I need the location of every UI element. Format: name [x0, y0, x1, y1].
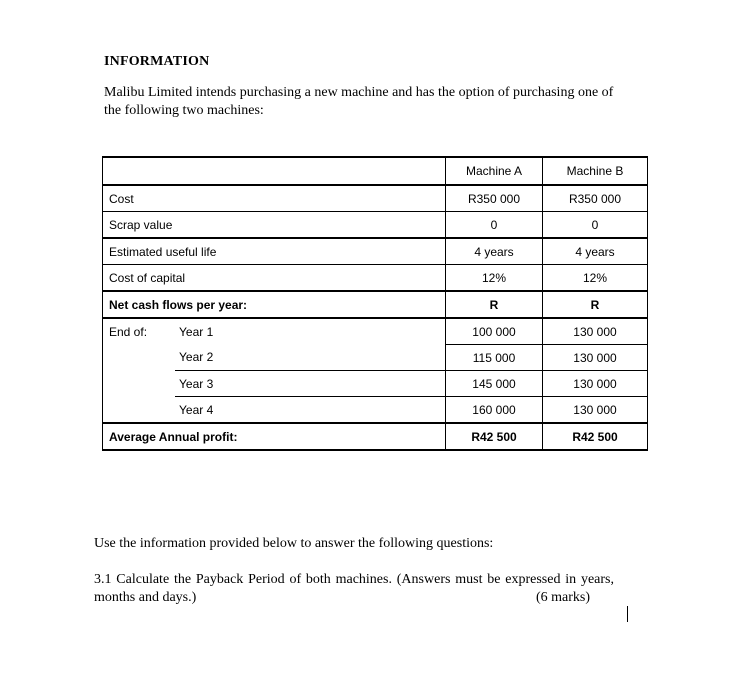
cell-machine-b: 130 000: [543, 318, 648, 345]
cell-machine-a: 0: [446, 212, 543, 239]
cell-machine-a: 115 000: [446, 345, 543, 371]
header-machine-b: Machine B: [543, 157, 648, 185]
cell-machine-a: R350 000: [446, 185, 543, 212]
cell-machine-b: 4 years: [543, 238, 648, 265]
empty-cell: [103, 397, 176, 424]
cell-machine-a: 145 000: [446, 371, 543, 397]
table-row-net-cash-flows: [103, 291, 648, 318]
header-machine-a: Machine A: [446, 157, 543, 185]
table-row-capital: [103, 265, 648, 292]
cell-machine-b: R42 500: [543, 423, 648, 450]
intro-paragraph: Malibu Limited intends purchasing a new machine and has the option of purchasing one of the following two machines:: [104, 85, 614, 118]
row-label: Average Annual profit:: [103, 423, 446, 450]
empty-cell: [103, 345, 176, 371]
question-marks: (6 marks): [535, 590, 590, 605]
table-row-cost: [103, 185, 648, 212]
text-cursor: [627, 606, 628, 622]
cell-machine-b: 0: [543, 212, 648, 239]
row-label: Estimated useful life: [103, 238, 446, 265]
cell-machine-a: 100 000: [446, 318, 543, 345]
question-text: 3.1 Calculate the Payback Period of both machines. (Answers must be expressed in years, months and days.): [94, 572, 614, 605]
year-label: Year 3: [175, 371, 446, 397]
cell-machine-a: 4 years: [446, 238, 543, 265]
year-label: Year 1: [175, 318, 446, 345]
table-row-average-profit: [103, 423, 648, 450]
table-row-life: [103, 238, 648, 265]
cell-machine-a: 12%: [446, 265, 543, 292]
table-row-year-4: [103, 397, 648, 424]
instruction-text: Use the information provided below to answer the following questions:: [94, 536, 494, 551]
cell-machine-a: R42 500: [446, 423, 543, 450]
empty-cell: [103, 371, 176, 397]
cell-machine-b: 130 000: [543, 397, 648, 424]
row-label: Net cash flows per year:: [103, 291, 446, 318]
machine-comparison-table: [102, 156, 648, 451]
header-blank-cell: [103, 157, 446, 185]
table-row-year-2: [103, 345, 648, 371]
end-of-label: End of:: [103, 318, 176, 345]
cell-machine-b: 12%: [543, 265, 648, 292]
row-label: Cost: [103, 185, 446, 212]
cell-machine-b: R350 000: [543, 185, 648, 212]
section-heading: INFORMATION: [104, 54, 210, 69]
cell-machine-a: R: [446, 291, 543, 318]
row-label: Cost of capital: [103, 265, 446, 292]
table-header-row: [103, 157, 648, 185]
year-label: Year 2: [175, 345, 446, 371]
question-3-1: [94, 571, 614, 607]
cell-machine-b: R: [543, 291, 648, 318]
cell-machine-b: 130 000: [543, 371, 648, 397]
cell-machine-b: 130 000: [543, 345, 648, 371]
table-row-year-1: [103, 318, 648, 345]
year-label: Year 4: [175, 397, 446, 424]
cell-machine-a: 160 000: [446, 397, 543, 424]
table-row-year-3: [103, 371, 648, 397]
table-row-scrap: [103, 212, 648, 239]
row-label: Scrap value: [103, 212, 446, 239]
